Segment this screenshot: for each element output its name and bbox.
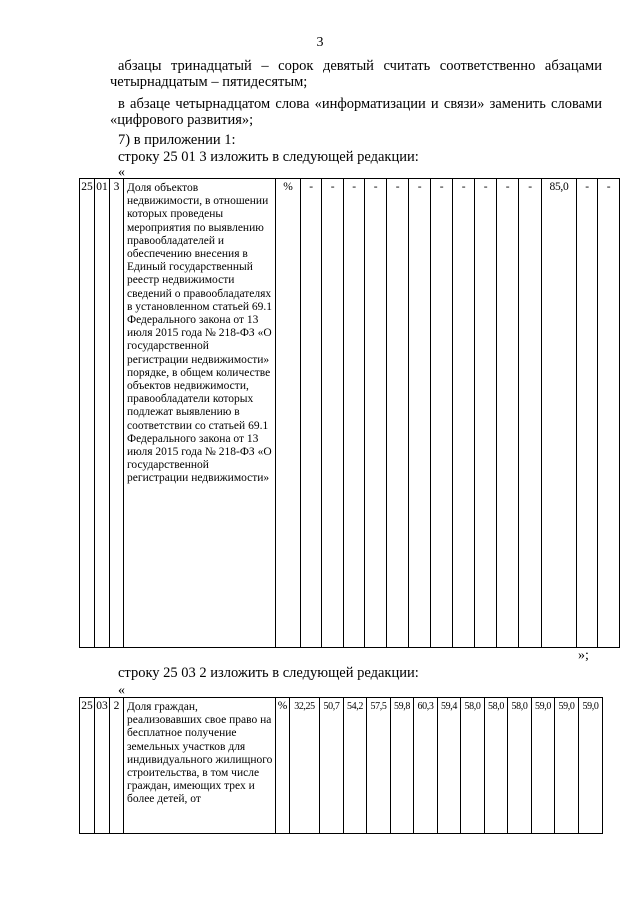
code-section: 25 — [80, 698, 95, 834]
close-quote-1: »; — [578, 648, 589, 663]
value-cell: 54,2 — [344, 698, 367, 834]
value-cell: 85,0 — [542, 179, 577, 648]
value-cell: - — [322, 179, 344, 648]
value-cell: 58,0 — [485, 698, 508, 834]
indicator-name: Доля граждан, реализовавших свое право на бесплатное получение земельных участков для индивидуального жилищного строительства, в том числе граждан, имеющих трех и более детей, от — [124, 698, 276, 834]
indicator-name: Доля объектов недвижимости, в отношении которых проведены мероприятия по выявлению правообладателей и обеспечению внесения в Единый государственный реестр недвижимости сведений о правообладателях в установленном статьей 69.1 Федерального закона от 13 июля 2015 года № 218-ФЗ «О государственной регистрации недвижимости» порядке, в общем количестве объектов недвижимости, правообладатели которых подлежат выявлению в соответствии со статьей 69.1 Федерального закона от 13 июля 2015 года № 218-ФЗ «О государственной регистрации недвижимости» — [124, 179, 276, 648]
paragraph-replacement: в абзаце четырнадцатом слова «информатизации и связи» заменить словами «цифрового развития»; — [110, 96, 602, 128]
open-quote-2: « — [118, 683, 125, 698]
page-number: 3 — [316, 35, 324, 50]
value-cell: - — [497, 179, 519, 648]
code-item: 3 — [110, 179, 124, 648]
value-cell: 59,8 — [391, 698, 414, 834]
paragraph-row-25-03-2-intro: строку 25 03 2 изложить в следующей редакции: — [118, 665, 419, 681]
value-cell: - — [409, 179, 431, 648]
paragraph-appendix-item: 7) в приложении 1: — [118, 132, 236, 148]
code-subsection: 03 — [95, 698, 110, 834]
unit-cell: % — [276, 698, 290, 834]
value-cell: 59,0 — [579, 698, 603, 834]
value-cell: - — [344, 179, 365, 648]
value-cell: 57,5 — [367, 698, 391, 834]
unit-cell: % — [276, 179, 301, 648]
value-cell: - — [519, 179, 542, 648]
value-cell: - — [453, 179, 475, 648]
value-cell: - — [301, 179, 322, 648]
value-cell: - — [387, 179, 409, 648]
code-section: 25 — [80, 179, 95, 648]
value-cell: 58,0 — [461, 698, 485, 834]
indicator-table-25-03-2 — [79, 697, 603, 834]
indicator-table-25-01-3 — [79, 178, 620, 648]
value-cell: 59,0 — [555, 698, 579, 834]
value-cell: - — [475, 179, 497, 648]
code-subsection: 01 — [95, 179, 110, 648]
open-quote-1: « — [118, 165, 125, 180]
value-cell: 32,25 — [290, 698, 320, 834]
value-cell: 60,3 — [414, 698, 438, 834]
value-cell: 59,0 — [532, 698, 555, 834]
table-row — [80, 179, 620, 648]
value-cell: - — [598, 179, 620, 648]
code-item: 2 — [110, 698, 124, 834]
value-cell: - — [577, 179, 598, 648]
value-cell: 58,0 — [508, 698, 532, 834]
value-cell: - — [365, 179, 387, 648]
value-cell: 59,4 — [438, 698, 461, 834]
paragraph-renumbering: абзацы тринадцатый – сорок девятый считать соответственно абзацами четырнадцатым – пятидесятым; — [110, 58, 602, 90]
value-cell: 50,7 — [320, 698, 344, 834]
paragraph-row-25-01-3-intro: строку 25 01 3 изложить в следующей редакции: — [118, 149, 419, 165]
value-cell: - — [431, 179, 453, 648]
table-row — [80, 698, 603, 834]
